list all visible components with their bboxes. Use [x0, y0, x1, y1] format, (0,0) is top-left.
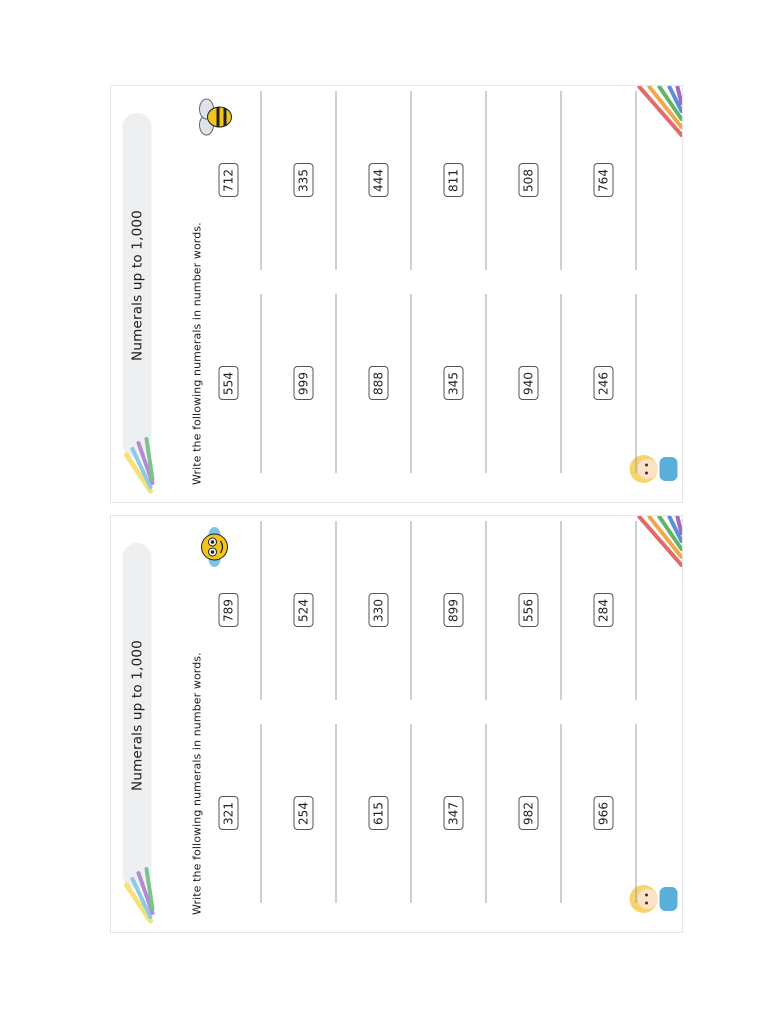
- numeral-box: 345: [443, 367, 463, 401]
- numeral-box: 254: [293, 797, 313, 831]
- numeral-box: 999: [293, 367, 313, 401]
- numeral-box: 554: [218, 367, 238, 401]
- pencils-icon: [116, 435, 154, 495]
- numeral-box: 888: [368, 367, 388, 401]
- answer-line: [410, 294, 411, 473]
- answer-line: [260, 724, 261, 903]
- pencils-icon: [116, 865, 154, 925]
- numeral-box: 811: [443, 164, 463, 198]
- worksheet-title: Numerals up to 1,000: [128, 640, 145, 791]
- answer-line: [560, 724, 561, 903]
- answer-line: [335, 521, 336, 700]
- answer-line: [485, 724, 486, 903]
- numeral-box: 615: [368, 797, 388, 831]
- answer-line: [410, 724, 411, 903]
- answer-cell: [218, 521, 261, 700]
- answer-cell: [218, 294, 261, 473]
- numeral-box: 712: [218, 164, 238, 198]
- answer-line: [410, 521, 411, 700]
- answer-cell: [443, 91, 486, 270]
- numeral-box: 899: [443, 594, 463, 628]
- numeral-box: 940: [518, 367, 538, 401]
- title-bar: [122, 543, 151, 888]
- numeral-grid: [218, 521, 636, 903]
- worksheet-bottom: [110, 515, 683, 933]
- answer-line: [335, 724, 336, 903]
- answer-cell: [368, 521, 411, 700]
- answer-line: [635, 724, 636, 903]
- numeral-box: 508: [518, 164, 538, 198]
- answer-line: [335, 294, 336, 473]
- numeral-box: 330: [368, 594, 388, 628]
- answer-cell: [593, 294, 636, 473]
- numeral-box: 335: [293, 164, 313, 198]
- answer-cell: [443, 724, 486, 903]
- numeral-box: 284: [593, 594, 613, 628]
- answer-line: [260, 521, 261, 700]
- answer-cell: [293, 294, 336, 473]
- numeral-grid: [218, 91, 636, 473]
- instruction-text: Write the following numerals in number words.: [190, 652, 203, 915]
- answer-cell: [593, 91, 636, 270]
- answer-cell: [293, 521, 336, 700]
- answer-line: [560, 521, 561, 700]
- answer-cell: [218, 724, 261, 903]
- numeral-box: 966: [593, 797, 613, 831]
- answer-cell: [443, 294, 486, 473]
- title-bar: [122, 113, 151, 458]
- numeral-box: 556: [518, 594, 538, 628]
- answer-line: [635, 91, 636, 270]
- numeral-box: 444: [368, 164, 388, 198]
- instruction-text: Write the following numerals in number words.: [190, 222, 203, 485]
- answer-cell: [593, 724, 636, 903]
- numeral-box: 764: [593, 164, 613, 198]
- answer-cell: [368, 294, 411, 473]
- answer-line: [260, 91, 261, 270]
- worksheet-bottom-content: [110, 515, 683, 933]
- answer-cell: [518, 91, 561, 270]
- answer-line: [560, 91, 561, 270]
- answer-cell: [368, 91, 411, 270]
- answer-cell: [218, 91, 261, 270]
- answer-line: [485, 294, 486, 473]
- answer-line: [410, 91, 411, 270]
- numeral-box: 982: [518, 797, 538, 831]
- answer-cell: [368, 724, 411, 903]
- numeral-box: 789: [218, 594, 238, 628]
- answer-cell: [593, 521, 636, 700]
- answer-line: [335, 91, 336, 270]
- worksheet-title: Numerals up to 1,000: [128, 210, 145, 361]
- numeral-box: 524: [293, 594, 313, 628]
- numeral-box: 246: [593, 367, 613, 401]
- worksheet-top-content: [110, 85, 683, 503]
- answer-cell: [293, 724, 336, 903]
- answer-cell: [518, 724, 561, 903]
- numeral-box: 347: [443, 797, 463, 831]
- answer-line: [560, 294, 561, 473]
- answer-cell: [518, 521, 561, 700]
- answer-line: [635, 521, 636, 700]
- answer-cell: [443, 521, 486, 700]
- worksheet-top: [110, 85, 683, 503]
- answer-line: [635, 294, 636, 473]
- numeral-box: 321: [218, 797, 238, 831]
- answer-line: [485, 521, 486, 700]
- answer-line: [260, 294, 261, 473]
- answer-line: [485, 91, 486, 270]
- answer-cell: [293, 91, 336, 270]
- answer-cell: [518, 294, 561, 473]
